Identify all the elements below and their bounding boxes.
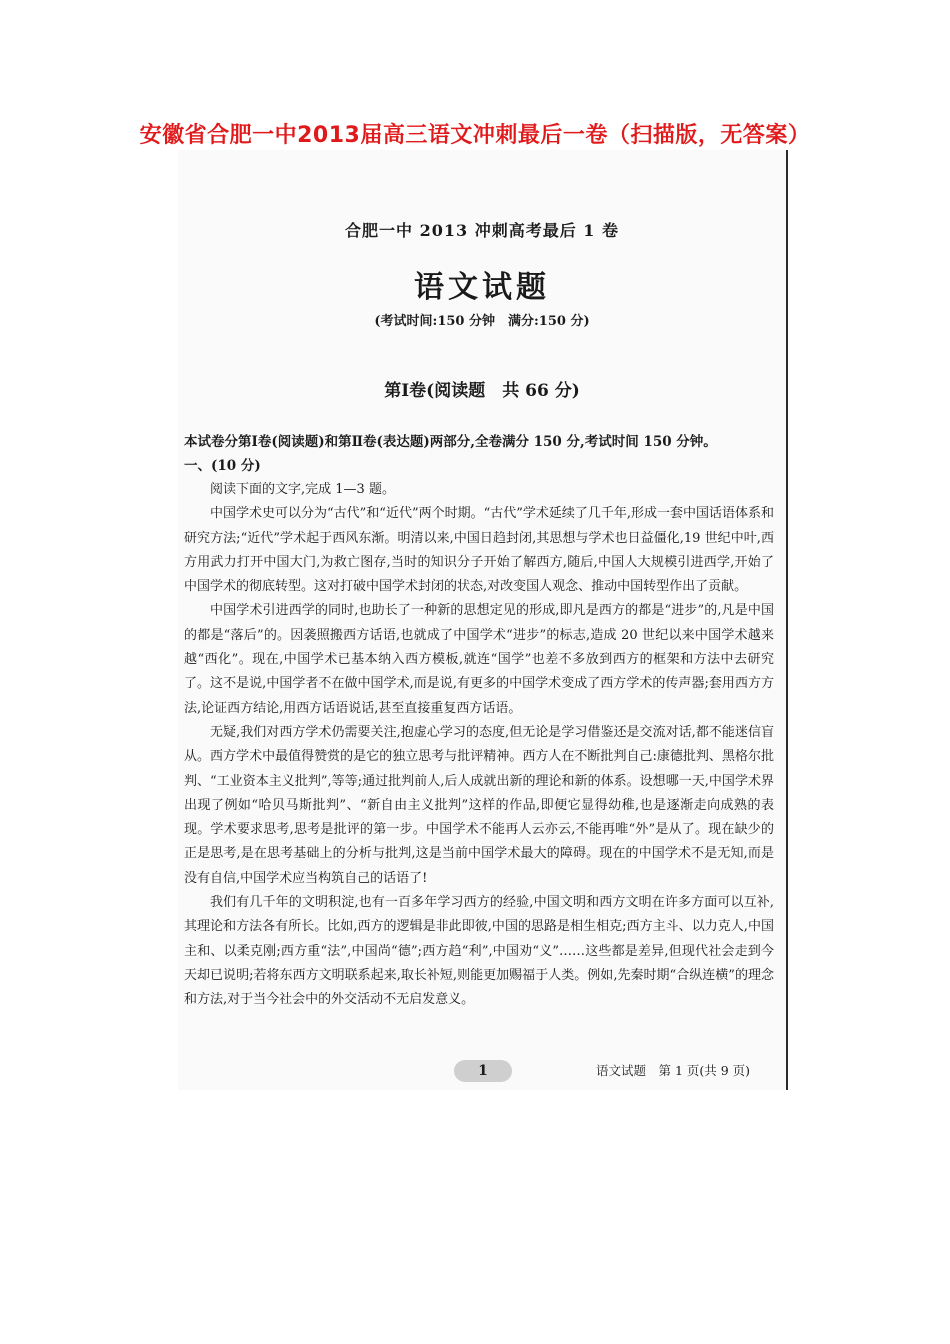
- passage-paragraph: 中国学术史可以分为“古代”和“近代”两个时期。“古代”学术延续了几千年,形成一套中国话语体系和研究方法;“近代”学术起于西风东渐。明清以来,中国日趋封闭,其思想与学术也日益僵化,19 世纪中叶,西方用武力打开中国大门,为救亡图存,当时的知识分子开始了解西方,随后,中国人大规模引进西学,开始了中国学术的彻底转型。这对打破中国学术封闭的状态,对改变国人观念、推动中国转型作出了贡献。: [184, 506, 775, 595]
- passage-paragraph: 中国学术引进西学的同时,也助长了一种新的思想定见的形成,即凡是西方的都是“进步”的,凡是中国的都是“落后”的。因袭照搬西方话语,也就成了中国学术“进步”的标志,造成 20 世纪以来中国学术越来越“西化”。现在,中国学术已基本纳入西方模板,就连“国学”也差不多放到西方的框架和方法中去研究了。这不是说,中国学者不在做中国学术,而是说,有更多的中国学术变成了西方学术的传声器;套用西方方法,论证西方结论,用西方话语说话,甚至直接重复西方话语。: [184, 603, 774, 716]
- exam-info: (考试时间:150 分钟 满分:150 分): [374, 314, 590, 329]
- exam-title: 语文试题: [414, 270, 550, 305]
- question-heading: 一、(10 分): [184, 458, 261, 474]
- reading-prompt: 阅读下面的文字,完成 1—3 题。: [210, 482, 395, 497]
- scanned-exam-page: [178, 150, 788, 1090]
- document-title: 安徽省合肥一中2013届高三语文冲刺最后一卷（扫描版，无答案）: [139, 123, 811, 148]
- section-heading: 第Ⅰ卷(阅读题 共 66 分): [384, 381, 580, 401]
- passage-paragraph: 无疑,我们对西方学术仍需要关注,抱虚心学习的态度,但无论是学习借鉴还是交流对话,都不能迷信盲从。西方学术中最值得赞赏的是它的独立思考与批评精神。西方人在不断批判自己:康德批判、黑格尔批判、“工业资本主义批判”,等等;通过批判前人,后人成就出新的理论和新的体系。设想哪一天,中国学术界出现了例如“哈贝马斯批判”、“新自由主义批判”这样的作品,即便它显得幼稚,也是逐渐走向成熟的表现。学术要求思考,思考是批评的第一步。中国学术不能再人云亦云,不能再唯“外”是从了。现在缺少的正是思考,是在思考基础上的分析与批判,这是当前中国学术最大的障碍。现在的中国学术不是无知,而是没有自信,中国学术应当构筑自己的话语了!: [184, 724, 774, 886]
- exam-subtitle: 合肥一中 2013 冲刺高考最后 1 卷: [345, 221, 619, 240]
- exam-instruction: 本试卷分第Ⅰ卷(阅读题)和第Ⅱ卷(表达题)两部分,全卷满分 150 分,考试时间 150 分钟。: [184, 434, 717, 450]
- page-number-badge: 1: [454, 1060, 512, 1082]
- reading-passage: [184, 478, 774, 1013]
- passage-paragraph: 我们有几千年的文明积淀,也有一百多年学习西方的经验,中国文明和西方文明在许多方面可以互补,其理论和方法各有所长。比如,西方的逻辑是非此即彼,中国的思路是相生相克;西方主斗、以力克人,中国主和、以柔克刚;西方重“法”,中国尚“德”;西方趋“利”,中国劝“义”……这些都是差异,但现代社会走到今天却已说明;若将东西方文明联系起来,取长补短,则能更加赐福于人类。例如,先秦时期“合纵连横”的理念和方法,对于当今社会中的外交活动不无启发意义。: [184, 895, 774, 1008]
- page-footer-label: 语文试题 第 1 页(共 9 页): [596, 1063, 751, 1078]
